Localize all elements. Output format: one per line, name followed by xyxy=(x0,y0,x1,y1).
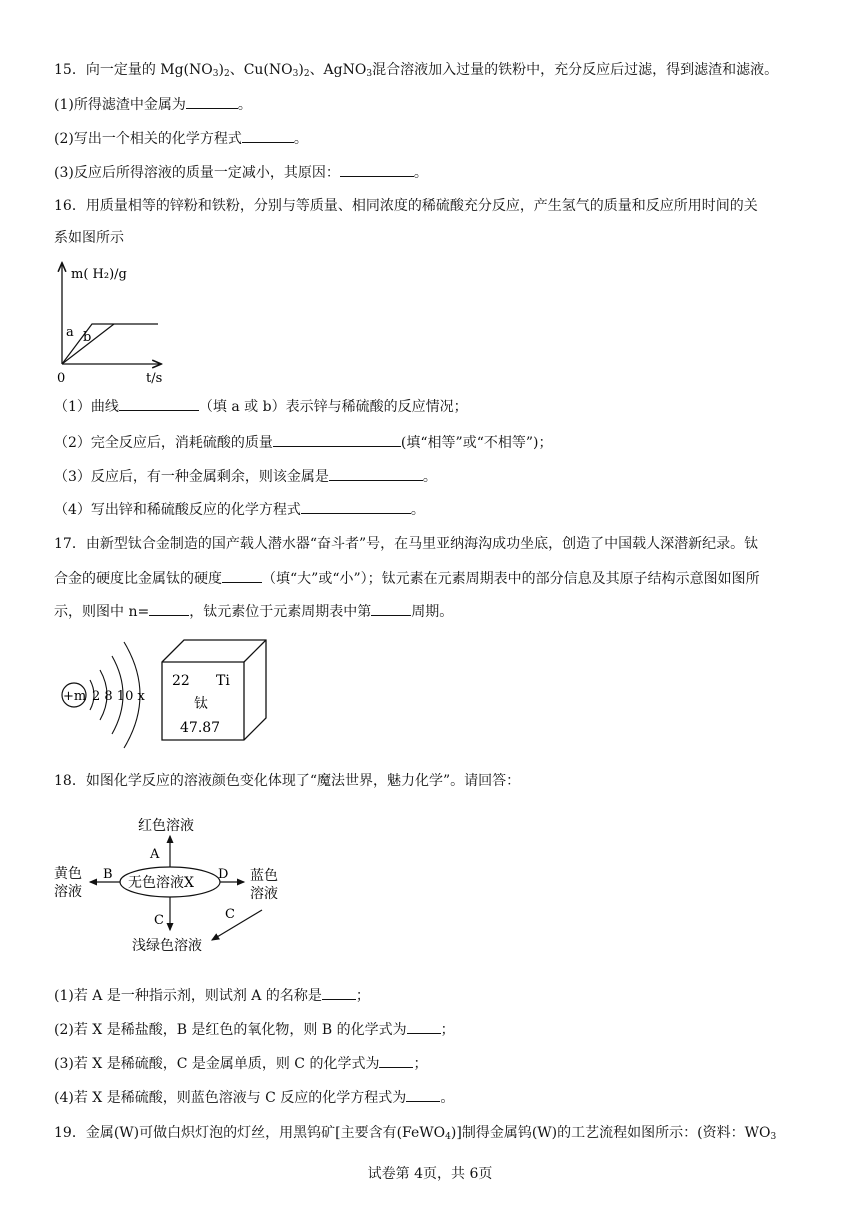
element-name: 钛 xyxy=(194,696,208,712)
question-text: ，钛元素位于元素周期表中第 xyxy=(189,604,372,620)
answer-blank[interactable] xyxy=(149,601,189,616)
q18-part1 xyxy=(54,985,370,1006)
subscript: 2 xyxy=(223,69,230,79)
question-text: (1)若 A 是一种指示剂，则试剂 A 的名称是 xyxy=(54,988,322,1004)
q16-part1 xyxy=(54,396,468,417)
answer-blank[interactable] xyxy=(222,568,262,583)
q15-stem-text: 、AgNO xyxy=(309,62,367,78)
question-text: )]制得金属钨(W)的工艺流程如图所示：(资料：WO xyxy=(450,1125,771,1141)
element-symbol: Ti xyxy=(216,673,230,689)
answer-blank[interactable] xyxy=(407,1019,441,1034)
origin-label: 0 xyxy=(57,371,66,386)
center-solution-label: 无色溶液X xyxy=(128,875,194,891)
question-text: （4）写出锌和稀硫酸反应的化学方程式 xyxy=(54,502,301,518)
light-green-solution-label: 浅绿色溶液 xyxy=(132,938,202,954)
question-text: 。 xyxy=(237,97,252,113)
question-text: (3)反应后所得溶液的质量一定减小，其原因： xyxy=(54,165,340,181)
q17-line3 xyxy=(54,601,453,622)
q16-part4 xyxy=(54,499,425,520)
label-b: B xyxy=(103,867,113,882)
question-text: (2)若 X 是稀盐酸，B 是红色的氧化物，则 B 的化学式为 xyxy=(54,1022,407,1038)
periodic-table-cell xyxy=(160,638,270,742)
answer-blank[interactable] xyxy=(273,432,401,447)
q16-stem-line2: 系如图所示 xyxy=(54,230,124,246)
question-text: （2）完全反应后，消耗硫酸的质量 xyxy=(54,435,273,451)
question-text: (2)写出一个相关的化学方程式 xyxy=(54,131,242,147)
question-text: （3）反应后，有一种金属剩余，则该金属是 xyxy=(54,469,329,485)
q18-part3 xyxy=(54,1053,427,1074)
q15-part2 xyxy=(54,128,308,149)
q15-part1 xyxy=(54,94,252,115)
question-text: (4)若 X 是稀硫酸，则蓝色溶液与 C 反应的化学方程式为 xyxy=(54,1090,407,1106)
question-text: 示，则图中 n= xyxy=(54,604,150,620)
curve-b-label: b xyxy=(83,330,92,345)
question-text: 周期。 xyxy=(411,604,454,620)
page-footer: 试卷第 4页，共 6页 xyxy=(367,1166,493,1182)
yellow-solution-label-1: 黄色 xyxy=(54,866,82,882)
question-text: (1)所得滤渣中金属为 xyxy=(54,97,186,113)
blue-solution-label-1: 蓝色 xyxy=(250,868,278,884)
curve-a xyxy=(62,324,158,364)
question-text: （填“大”或“小”）；钛元素在元素周期表中的部分信息及其原子结构示意图如图所 xyxy=(262,571,760,587)
question-text: 19．金属(W)可做白炽灯泡的灯丝，用黑钨矿[主要含有(FeWO xyxy=(54,1125,446,1141)
q15-stem xyxy=(54,60,778,84)
atomic-mass: 47.87 xyxy=(180,720,221,736)
subscript: 3 xyxy=(366,69,373,79)
question-text: （1）曲线 xyxy=(54,399,119,415)
q18-stem: 18．如图化学反应的溶液颜色变化体现了“魔法世界，魅力化学”。请回答： xyxy=(54,773,521,789)
answer-blank[interactable] xyxy=(301,499,411,514)
question-text: (填“相等”或“不相等”)； xyxy=(400,435,553,451)
q15-stem-text: 、Cu(NO xyxy=(229,62,293,78)
electron-shells: 2 8 10 x xyxy=(92,689,145,704)
q15-stem-text: ) xyxy=(218,62,224,78)
answer-blank[interactable] xyxy=(329,466,423,481)
solution-color-diagram xyxy=(50,806,300,958)
label-c-1: C xyxy=(154,913,164,928)
answer-blank[interactable] xyxy=(406,1087,440,1102)
label-d: D xyxy=(218,867,229,882)
y-axis-label: m( H₂)/g xyxy=(71,267,127,282)
hydrogen-mass-graph xyxy=(48,258,178,388)
question-text: (3)若 X 是稀硫酸，C 是金属单质，则 C 的化学式为 xyxy=(54,1056,380,1072)
question-text: 合金的硬度比金属钛的硬度 xyxy=(54,571,222,587)
q16-part3 xyxy=(54,466,437,487)
q15-part3 xyxy=(54,162,428,183)
question-text: 。 xyxy=(293,131,308,147)
answer-blank[interactable] xyxy=(379,1053,413,1068)
q17-line1: 17．由新型钛合金制造的国产载人潜水器“奋斗者”号，在马里亚纳海沟成功坐底，创造了中国载人深潜新纪录。钛 xyxy=(54,536,759,552)
red-solution-label: 红色溶液 xyxy=(138,818,194,834)
answer-blank[interactable] xyxy=(119,396,199,411)
question-text: ； xyxy=(413,1056,428,1072)
q18-part2 xyxy=(54,1019,455,1040)
label-c-2: C xyxy=(225,907,235,922)
question-text: 。 xyxy=(422,469,437,485)
atom-structure-diagram xyxy=(54,632,174,762)
q16-stem-line1: 16．用质量相等的锌粉和铁粉，分别与等质量、相同浓度的稀硫酸充分反应，产生氢气的质量和反应所用时间的关 xyxy=(54,198,758,214)
blue-solution-label-2: 溶液 xyxy=(250,886,278,902)
answer-blank[interactable] xyxy=(371,601,411,616)
question-text: 。 xyxy=(410,502,425,518)
subscript: 3 xyxy=(212,69,219,79)
curve-a-label: a xyxy=(66,325,74,340)
q15-stem-text: 混合溶液加入过量的铁粉中，充分反应后过滤，得到滤渣和滤液。 xyxy=(372,62,779,78)
atomic-number: 22 xyxy=(172,673,190,689)
label-a: A xyxy=(150,847,160,862)
question-text: ； xyxy=(355,988,370,1004)
question-text: （填 a 或 b）表示锌与稀硫酸的反应情况； xyxy=(198,399,468,415)
q16-part2 xyxy=(54,432,552,453)
q18-part4 xyxy=(54,1087,454,1108)
answer-blank[interactable] xyxy=(322,985,356,1000)
x-axis-label: t/s xyxy=(146,371,163,386)
q17-line2 xyxy=(54,568,760,589)
question-text: 。 xyxy=(440,1090,455,1106)
q15-stem-text: ) xyxy=(298,62,304,78)
q15-stem-text: 15．向一定量的 Mg(NO xyxy=(54,62,213,78)
question-text: 。 xyxy=(413,165,428,181)
q19-line1 xyxy=(54,1123,776,1147)
arrow-c-diag xyxy=(212,910,262,940)
subscript: 4 xyxy=(445,1132,451,1142)
yellow-solution-label-2: 溶液 xyxy=(54,884,82,900)
question-text: ； xyxy=(440,1022,455,1038)
answer-blank[interactable] xyxy=(242,128,294,143)
subscript: 3 xyxy=(292,69,299,79)
answer-blank[interactable] xyxy=(186,94,238,109)
nucleus-charge: +m xyxy=(63,689,87,704)
answer-blank[interactable] xyxy=(340,162,414,177)
subscript: 2 xyxy=(303,69,310,79)
subscript: 3 xyxy=(770,1132,777,1142)
